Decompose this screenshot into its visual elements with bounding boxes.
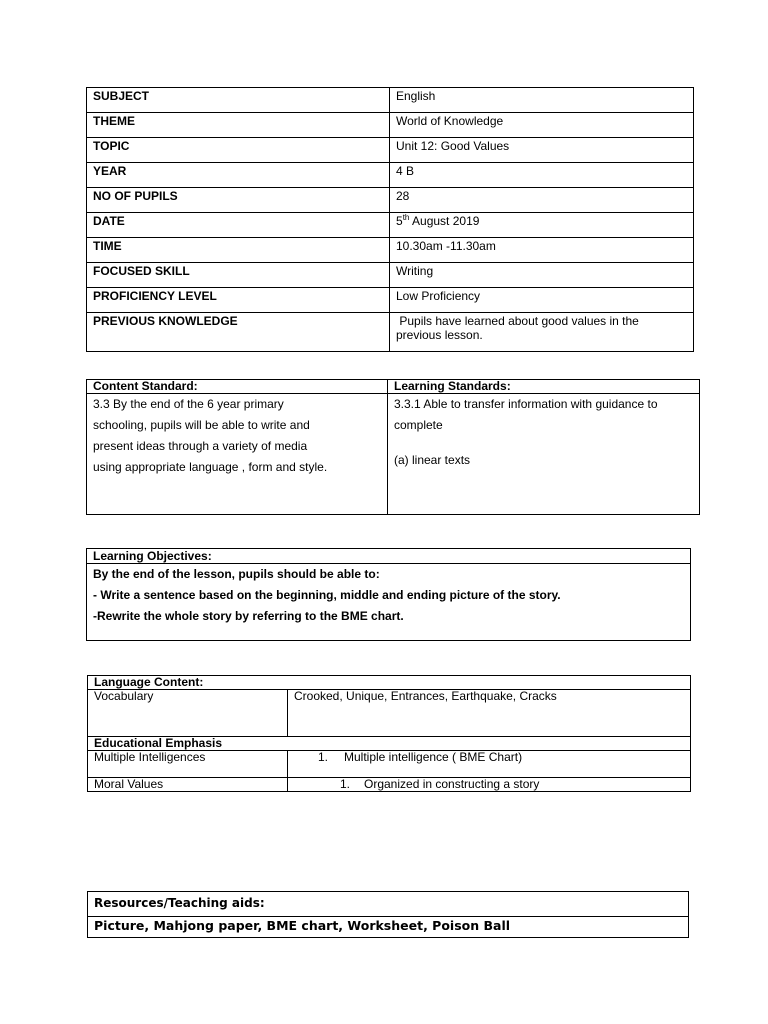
info-label: TIME <box>87 238 390 263</box>
content-line: using appropriate language , form and style. <box>93 460 328 474</box>
info-row-previous-knowledge <box>87 313 694 352</box>
info-row-subject <box>87 88 694 113</box>
lesson-info-table <box>86 87 694 352</box>
date-month-year: August 2019 <box>409 214 480 228</box>
info-label: YEAR <box>87 163 390 188</box>
multiple-intelligences-row <box>88 751 691 778</box>
info-label: PREVIOUS KNOWLEDGE <box>87 313 390 352</box>
vocabulary-row <box>88 690 691 737</box>
info-row-time <box>87 238 694 263</box>
objectives-text <box>87 564 691 641</box>
info-value: Unit 12: Good Values <box>390 138 694 163</box>
learning-line: complete <box>394 418 443 432</box>
date-day: 5 <box>396 214 403 228</box>
resources-header: Resources/Teaching aids: <box>88 892 689 917</box>
objective-line: - Write a sentence based on the beginning, middle and ending picture of the story. <box>93 588 561 602</box>
info-value: Writing <box>390 263 694 288</box>
info-row-skill <box>87 263 694 288</box>
info-label: NO OF PUPILS <box>87 188 390 213</box>
standards-header-row <box>87 380 700 394</box>
info-value: Pupils have learned about good values in the previous lesson. <box>390 313 694 352</box>
objectives-header: Learning Objectives: <box>87 549 691 564</box>
resources-table <box>87 891 689 938</box>
info-label: TOPIC <box>87 138 390 163</box>
objectives-body-row <box>87 564 691 641</box>
content-line: schooling, pupils will be able to write and <box>93 418 310 432</box>
resources-header-row <box>88 892 689 917</box>
info-label: DATE <box>87 213 390 238</box>
content-line: present ideas through a variety of media <box>93 439 308 453</box>
multiple-intelligences-label: Multiple Intelligences <box>88 751 288 778</box>
info-value: World of Knowledge <box>390 113 694 138</box>
info-label: FOCUSED SKILL <box>87 263 390 288</box>
standards-table <box>86 379 700 515</box>
moral-values-row <box>88 778 691 792</box>
info-row-pupils <box>87 188 694 213</box>
date-suffix: th <box>402 213 410 222</box>
educational-emphasis-header: Educational Emphasis <box>88 737 691 751</box>
language-content-table <box>87 675 691 792</box>
moral-values-value <box>288 778 691 792</box>
objectives-table <box>86 548 691 641</box>
objectives-header-row <box>87 549 691 564</box>
multiple-intelligences-value <box>288 751 691 778</box>
language-header-row <box>88 676 691 690</box>
language-content-header: Language Content: <box>88 676 691 690</box>
emphasis-header-row <box>88 737 691 751</box>
list-text: Organized in constructing a story <box>364 777 540 791</box>
info-row-topic <box>87 138 694 163</box>
info-row-year <box>87 163 694 188</box>
learning-line: 3.3.1 Able to transfer information with guidance to <box>394 397 658 411</box>
resources-value-row <box>88 917 689 938</box>
info-row-proficiency <box>87 288 694 313</box>
objective-line: By the end of the lesson, pupils should be able to: <box>93 567 380 581</box>
learning-line: (a) linear texts <box>394 453 471 467</box>
info-value <box>390 213 694 238</box>
moral-values-label: Moral Values <box>88 778 288 792</box>
learning-standards-text <box>388 394 700 515</box>
list-text: Multiple intelligence ( BME Chart) <box>344 750 523 764</box>
standards-body-row <box>87 394 700 515</box>
info-value: English <box>390 88 694 113</box>
content-standard-header: Content Standard: <box>87 380 388 394</box>
learning-standards-header: Learning Standards: <box>388 380 700 394</box>
list-number: 1. <box>318 750 329 764</box>
info-label: SUBJECT <box>87 88 390 113</box>
info-row-date <box>87 213 694 238</box>
info-value: Low Proficiency <box>390 288 694 313</box>
list-number: 1. <box>340 777 351 791</box>
info-value: 10.30am -11.30am <box>390 238 694 263</box>
vocabulary-value: Crooked, Unique, Entrances, Earthquake, Cracks <box>288 690 691 737</box>
vocabulary-label: Vocabulary <box>88 690 288 737</box>
info-label: THEME <box>87 113 390 138</box>
info-value: 4 B <box>390 163 694 188</box>
resources-value: Picture, Mahjong paper, BME chart, Worksheet, Poison Ball <box>88 917 689 938</box>
objective-line: -Rewrite the whole story by referring to the BME chart. <box>93 609 404 623</box>
info-row-theme <box>87 113 694 138</box>
info-label: PROFICIENCY LEVEL <box>87 288 390 313</box>
content-line: 3.3 By the end of the 6 year primary <box>93 397 284 411</box>
content-standard-text <box>87 394 388 515</box>
info-value: 28 <box>390 188 694 213</box>
